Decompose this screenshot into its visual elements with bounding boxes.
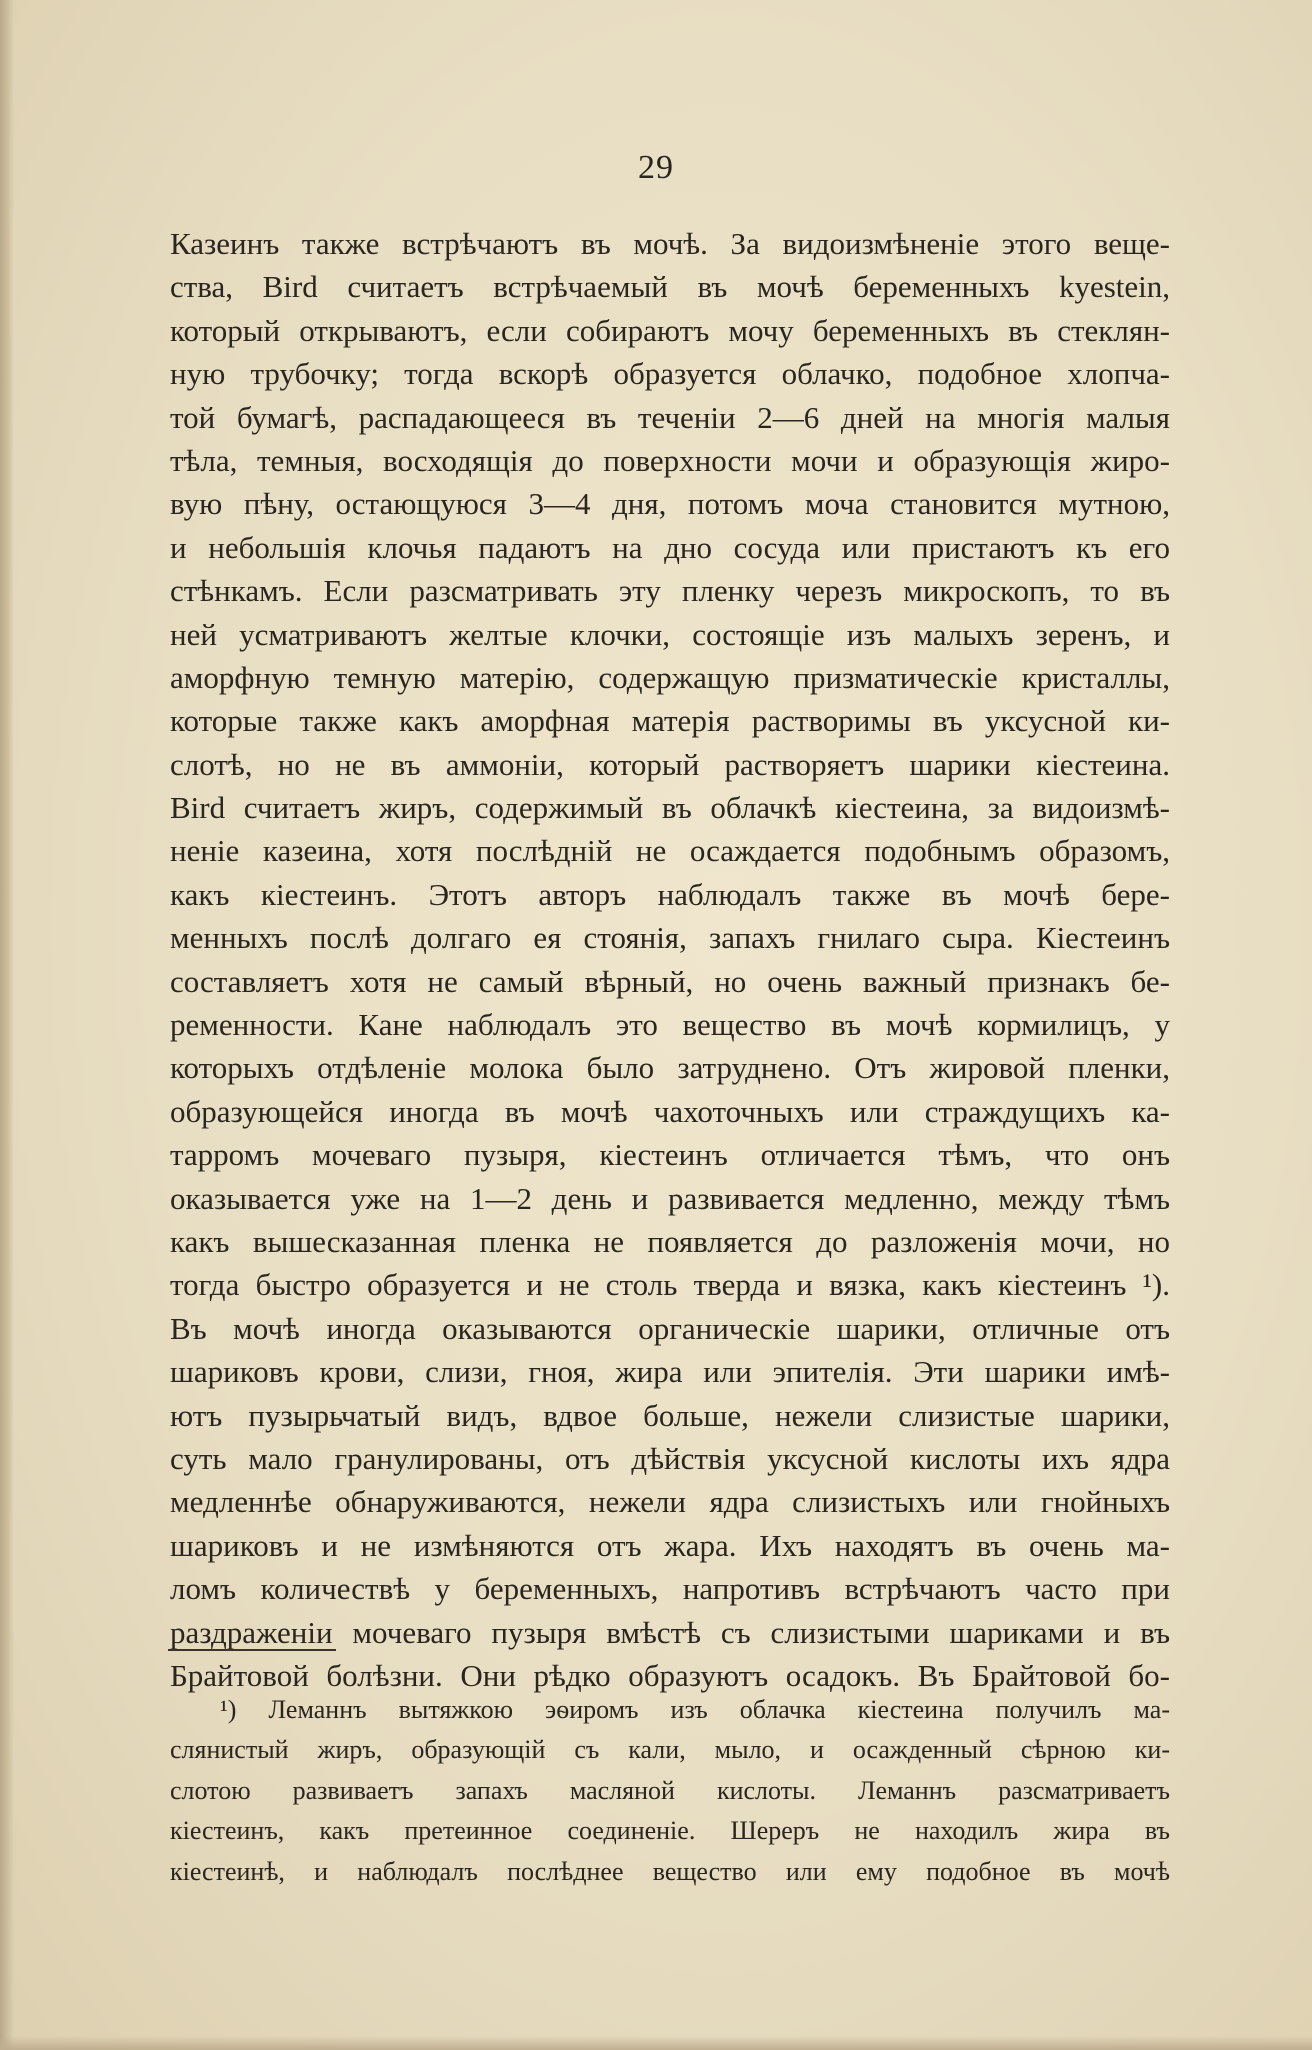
text-line: ней усматриваютъ желтые клочки, состоящіе изъ малыхъ зеренъ, и <box>170 616 1170 652</box>
text-line: оказывается уже на 1—2 день и развивается медленно, между тѣмъ <box>170 1180 1170 1216</box>
text-line: какъ кіестеинъ. Этотъ авторъ наблюдалъ также въ мочѣ бере- <box>170 876 1170 912</box>
text-line: менныхъ послѣ долгаго ея стоянія, запахъ гнилаго сыра. Кіестеинъ <box>170 920 1170 956</box>
text-line: медленнѣе обнаруживаются, нежели ядра слизистыхъ или гнойныхъ <box>170 1484 1170 1520</box>
text-line: и небольшія клочья падаютъ на дно сосуда или пристаютъ къ его <box>170 529 1170 565</box>
footnote-separator <box>168 1649 336 1651</box>
text-line: ную трубочку; тогда вскорѣ образуется облачко, подобное хлопча- <box>170 356 1170 392</box>
text-line: тѣла, темныя, восходящія до поверхности мочи и образующія жиро- <box>170 442 1170 478</box>
text-line: стѣнкамъ. Если разсматривать эту пленку черезъ микроскопъ, то въ <box>170 573 1170 609</box>
text-line: которыхъ отдѣленіе молока было затруднено. Отъ жировой пленки, <box>170 1050 1170 1086</box>
footnote-line: слотою развиваетъ запахъ масляной кислоты. Леманнъ разсматриваетъ <box>170 1775 1170 1805</box>
text-line: аморфную темную матерію, содержащую призматическіе кристаллы, <box>170 659 1170 695</box>
text-line: Bird считаетъ жиръ, содержимый въ облачкѣ кіестеина, за видоизмѣ- <box>170 790 1170 826</box>
footnote-line: ¹) Леманнъ вытяжкою эѳиромъ изъ облачка кіестеина получилъ ма- <box>220 1695 1170 1724</box>
page-left-edge <box>0 0 14 2050</box>
text-line: ютъ пузырьчатый видъ, вдвое больше, нежели слизистые шарики, <box>170 1397 1170 1433</box>
page-bottom-edge <box>0 2036 1312 2050</box>
text-line: суть мало гранулированы, отъ дѣйствія уксусной кислоты ихъ ядра <box>170 1440 1170 1476</box>
text-line: раздраженіи мочеваго пузыря вмѣстѣ съ слизистыми шариками и въ <box>170 1614 1170 1650</box>
text-line: ременности. Кане наблюдалъ это вещество въ мочѣ кормилицъ, у <box>170 1007 1170 1043</box>
footnote-line: слянистый жиръ, образующій съ кали, мыло, и осажденный сѣрною ки- <box>170 1735 1170 1765</box>
text-line: ломъ количествѣ у беременныхъ, напротивъ встрѣчаютъ часто при <box>170 1571 1170 1607</box>
text-line: вую пѣну, остающуюся 3—4 дня, потомъ моча становится мутною, <box>170 486 1170 522</box>
text-line: Въ мочѣ иногда оказываются органическіе шарики, отличные отъ <box>170 1310 1170 1346</box>
footnote <box>170 1690 1170 1892</box>
text-line: образующейся иногда въ мочѣ чахоточныхъ или страждущихъ ка- <box>170 1093 1170 1129</box>
text-line: Брайтовой болѣзни. Они рѣдко образуютъ осадокъ. Въ Брайтовой бо- <box>170 1657 1170 1693</box>
text-line: шариковъ и не измѣняются отъ жара. Ихъ находятъ въ очень ма- <box>170 1527 1170 1563</box>
text-line: тогда быстро образуется и не столь тверда и вязка, какъ кіестеинъ ¹). <box>170 1267 1170 1303</box>
text-line: ства, Bird считаетъ встрѣчаемый въ мочѣ беременныхъ kyestein, <box>170 269 1170 305</box>
text-line: какъ вышесказанная пленка не появляется до разложенія мочи, но <box>170 1223 1170 1259</box>
text-line: слотѣ, но не въ аммоніи, который растворяетъ шарики кіестеина. <box>170 746 1170 782</box>
footnote-line: кіестеинъ, какъ претеинное соединеніе. Шереръ не находилъ жира въ <box>170 1816 1170 1846</box>
text-line: который открываютъ, если собираютъ мочу беременныхъ въ стеклян- <box>170 312 1170 348</box>
page-number: 29 <box>638 149 674 186</box>
body-text <box>170 222 1170 1697</box>
text-line: которые также какъ аморфная матерія растворимы въ уксусной ки- <box>170 703 1170 739</box>
text-line: неніе казеина, хотя послѣдній не осаждается подобнымъ образомъ, <box>170 833 1170 869</box>
text-line: Казеинъ также встрѣчаютъ въ мочѣ. За видоизмѣненіе этого веще- <box>170 226 1170 261</box>
footnote-line: кіестеинѣ, и наблюдалъ послѣднее вещество или ему подобное въ мочѣ <box>170 1856 1170 1886</box>
text-line: шариковъ крови, слизи, гноя, жира или эпителія. Эти шарики имѣ- <box>170 1354 1170 1390</box>
text-line: составляетъ хотя не самый вѣрный, но очень важный признакъ бе- <box>170 963 1170 999</box>
text-line: той бумагѣ, распадающееся въ теченіи 2—6 дней на многія малыя <box>170 399 1170 435</box>
text-line: тарромъ мочеваго пузыря, кіестеинъ отличается тѣмъ, что онъ <box>170 1137 1170 1173</box>
